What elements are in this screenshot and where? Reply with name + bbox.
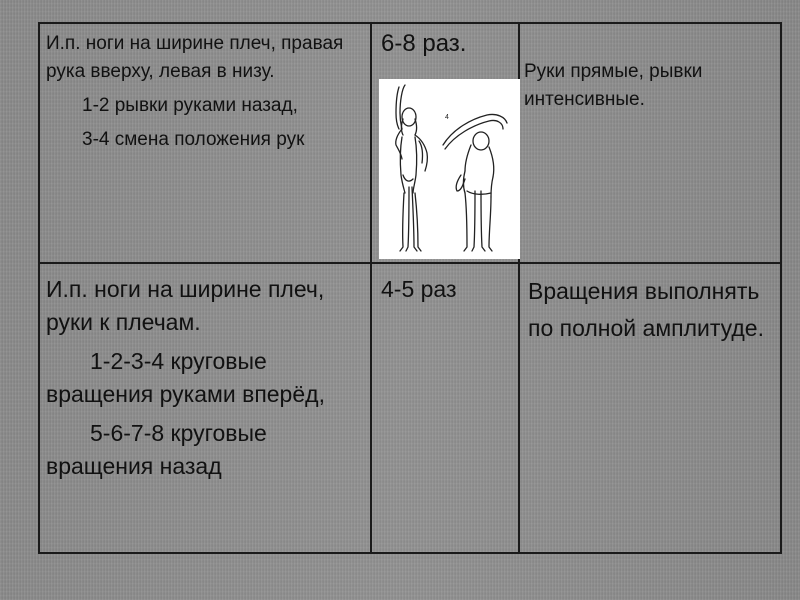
- row1-step-2: 3-4 смена положения рук: [82, 129, 305, 150]
- row2-start-position-cell: [46, 273, 366, 483]
- row2-step-1: 1-2-3-4 круговые вращения руками вперёд,: [46, 348, 325, 407]
- row1-start-position-cell: [46, 30, 366, 154]
- row1-start-position: И.п. ноги на ширине плеч, правая рука вверху, левая в низу.: [46, 33, 344, 82]
- table-divider-vertical-1: [370, 22, 372, 554]
- row1-repetitions: 6-8 раз.: [381, 30, 467, 57]
- figure-marker-label: 4: [445, 114, 449, 121]
- row2-repetitions: 4-5 раз: [381, 276, 457, 302]
- row1-step-1: 1-2 рывки руками назад,: [82, 95, 298, 116]
- row1-note: Руки прямые, рывки интенсивные.: [524, 61, 703, 110]
- row2-note: Вращения выполнять по полной амплитуде.: [528, 278, 764, 341]
- row2-start-position: И.п. ноги на ширине плеч, руки к плечам.: [46, 276, 325, 335]
- row2-step-2: 5-6-7-8 круговые вращения назад: [46, 420, 267, 479]
- table-divider-horizontal: [38, 262, 782, 264]
- exercise-figure-icon: [379, 79, 520, 259]
